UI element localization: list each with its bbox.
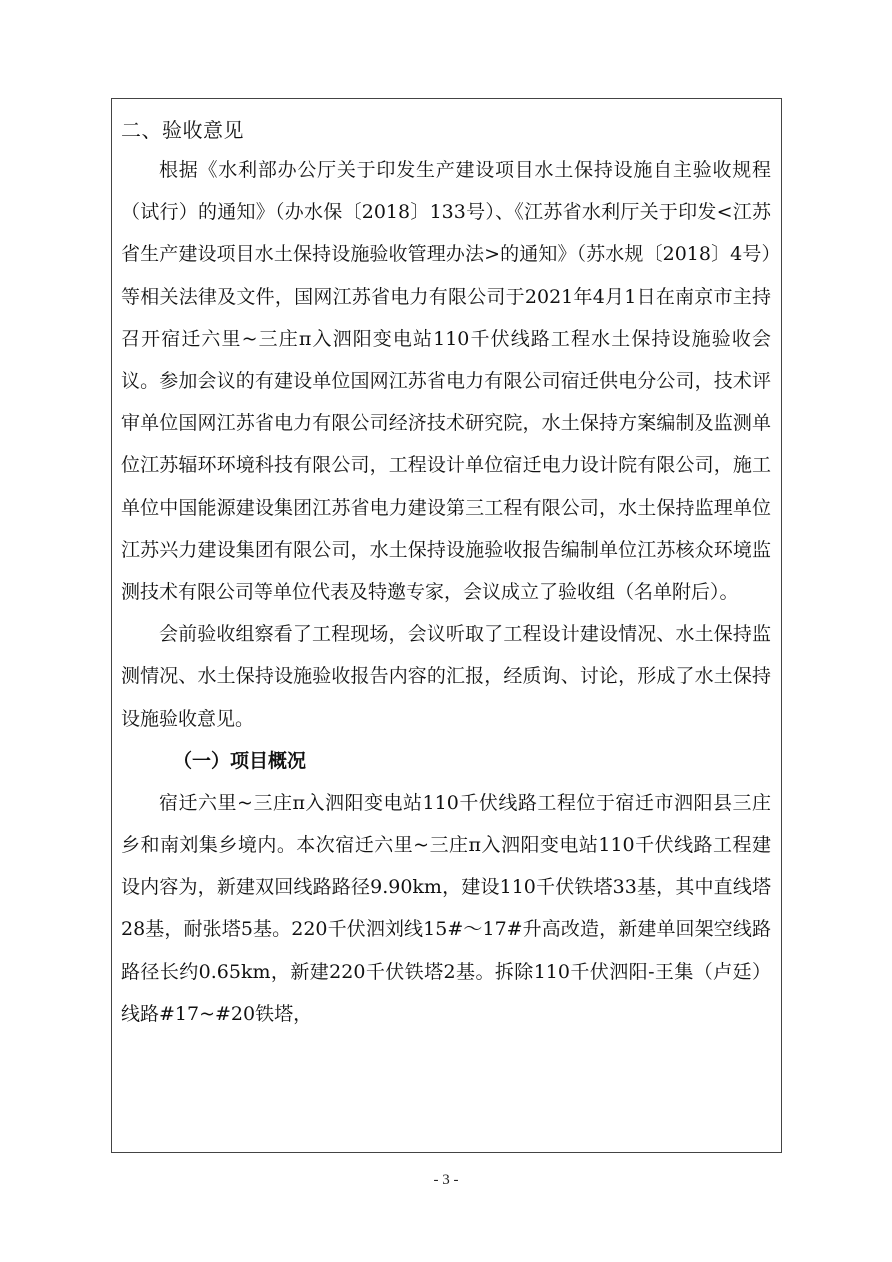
paragraph-project-overview: 宿迁六里~三庄π入泗阳变电站110千伏线路工程位于宿迁市泗阳县三庄乡和南刘集乡境内。本次宿迁六里~三庄π入泗阳变电站110千伏线路工程建设内容为，新建双回线路路径9.90km，建设110千伏铁塔33基，其中直线塔28基，耐张塔5基。220千伏泗刘线15#～17#升高改造，新建单回架空线路路径长约0.65km，新建220千伏铁塔2基。拆除110千伏泗阳-王集（卢廷）线路#17~#20铁塔， <box>121 791 771 1025</box>
page-number: - 3 - <box>433 1172 459 1188</box>
section-heading: 二、验收意见 <box>121 118 244 142</box>
subsection-heading: （一）项目概况 <box>173 749 307 772</box>
content-frame <box>111 98 782 1153</box>
paragraph-basis: 根据《水利部办公厅关于印发生产建设项目水土保持设施自主验收规程（试行）的通知》（办水保〔2018〕133号）、《江苏省水利厅关于印发<江苏省生产建设项目水土保持设施验收管理办法>的通知》（苏水规〔2018〕4号）等相关法律及文件，国网江苏省电力有限公司于2021年4月1日在南京市主持召开宿迁六里~三庄π入泗阳变电站110千伏线路工程水土保持设施验收会议。参加会议的有建设单位国网江苏省电力有限公司宿迁供电分公司，技术评审单位国网江苏省电力有限公司经济技术研究院，水土保持方案编制及监测单位江苏辐环环境科技有限公司，工程设计单位宿迁电力设计院有限公司，施工单位中国能源建设集团江苏省电力建设第三工程有限公司，水土保持监理单位江苏兴力建设集团有限公司，水土保持设施验收报告编制单位江苏核众环境监测技术有限公司等单位代表及特邀专家，会议成立了验收组（名单附后）。 <box>121 159 771 604</box>
paragraph-meeting: 会前验收组察看了工程现场，会议听取了工程设计建设情况、水土保持监测情况、水土保持设施验收报告内容的汇报，经质询、讨论，形成了水土保持设施验收意见。 <box>121 623 771 730</box>
document-body <box>121 112 771 1035</box>
